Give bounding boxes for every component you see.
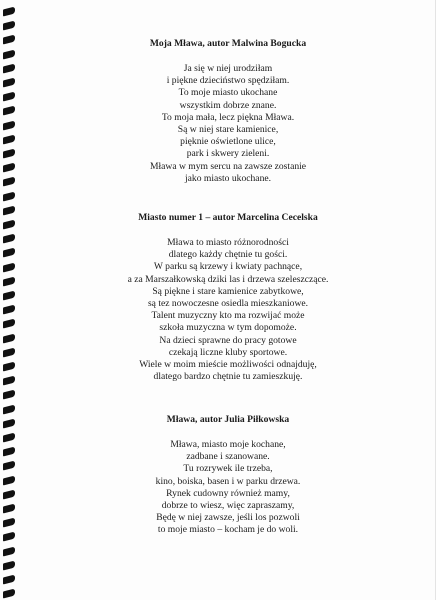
binding-ring — [3, 447, 15, 457]
poem-line: wszystkim dobrze znane. — [179, 99, 277, 111]
spiral-binding — [0, 0, 30, 600]
binding-ring — [3, 461, 15, 471]
poem-stanza — [40, 237, 416, 383]
binding-ring — [3, 333, 15, 343]
binding-ring — [3, 220, 15, 230]
binding-ring — [3, 504, 15, 514]
poem-2 — [40, 212, 416, 383]
binding-ring — [3, 262, 15, 272]
binding-ring — [3, 205, 15, 215]
binding-ring — [3, 234, 15, 244]
binding-ring — [3, 291, 15, 301]
poem-line: pięknie oświetlone ulice, — [180, 136, 276, 148]
binding-ring — [3, 7, 15, 17]
poem-line: a za Marszałkowską dziki las i drzewa szeleszczące. — [127, 273, 329, 285]
poem-line: To moje miasto ukochane — [178, 87, 278, 99]
binding-ring — [3, 347, 15, 357]
binding-ring — [3, 163, 15, 173]
binding-ring — [3, 78, 15, 88]
poem-1 — [40, 38, 416, 185]
binding-ring — [3, 21, 15, 31]
poem-line: Mława to miasto różnorodności — [167, 237, 289, 248]
poem-line: Rynek cudowny również mamy, — [166, 487, 290, 499]
poem-line: park i skwery zieleni. — [186, 148, 270, 160]
binding-ring — [3, 404, 15, 414]
binding-ring — [3, 120, 15, 130]
poem-line: i piękne dzieciństwo spędziłam. — [166, 75, 290, 87]
binding-ring — [3, 149, 15, 159]
binding-ring — [3, 390, 15, 400]
poem-line: Będę w niej zawsze, jeśli los pozwoli — [156, 512, 300, 524]
binding-ring — [3, 418, 15, 428]
binding-ring — [3, 319, 15, 329]
poem-line: są tez nowoczesne osiedla mieszkaniowe. — [147, 298, 309, 310]
poem-line: Na dzieci sprawne do pracy gotowe — [159, 334, 297, 346]
binding-ring — [3, 92, 15, 102]
poem-stanza — [40, 63, 416, 185]
binding-ring — [3, 49, 15, 59]
binding-ring — [3, 276, 15, 286]
poem-line: To moja mała, lecz piękna Mława. — [161, 111, 295, 123]
poem-line: Są piękne i stare kamienice zabytkowe, — [152, 285, 304, 297]
poem-line: Tu rozrywek ile trzeba, — [183, 463, 273, 475]
binding-ring — [3, 575, 15, 585]
poem-line: zadbane i szanowane. — [186, 451, 270, 463]
poem-line: to moje miasto – kocham je do woli. — [157, 524, 299, 536]
poem-line: Ja się w niej urodziłam — [183, 63, 273, 74]
binding-ring — [3, 191, 15, 201]
binding-ring — [3, 35, 15, 45]
poem-line: dlatego bardzo chętnie tu zamieszkuję. — [153, 371, 303, 383]
binding-ring — [3, 560, 15, 570]
poem-line: dobrze to wiesz, więc zapraszamy, — [161, 500, 295, 512]
binding-ring — [3, 305, 15, 315]
binding-ring — [3, 106, 15, 116]
binding-ring — [3, 63, 15, 73]
poem-line: Talent muzyczny kto ma rozwijać może — [151, 310, 305, 322]
poem-line: jako miasto ukochane. — [184, 172, 272, 184]
binding-ring — [3, 362, 15, 372]
binding-ring — [3, 376, 15, 386]
poem-line: Wiele w moim mieście możliwości odnajduję, — [139, 359, 317, 371]
poem-line: Są w niej stare kamienice, — [177, 124, 279, 136]
poem-3 — [40, 414, 416, 537]
poem-line: Mława, miasto moje kochane, — [170, 439, 286, 450]
binding-ring — [3, 177, 15, 187]
poem-line: szkoła muzyczna w tym dopomoże. — [159, 322, 297, 334]
poem-title: Moja Mława, autor Malwina Bogucka — [149, 38, 307, 49]
poem-line: W parku są krzewy i kwiaty pachnące, — [153, 261, 303, 273]
binding-ring — [3, 134, 15, 144]
poem-title: Miasto numer 1 – autor Marcelina Cecelska — [138, 212, 318, 223]
poem-title: Mława, autor Julia Piłkowska — [166, 414, 290, 425]
binding-ring — [3, 518, 15, 528]
poem-line: dlatego każdy chętnie tu gości. — [168, 249, 288, 261]
binding-ring — [3, 532, 15, 542]
binding-ring — [3, 489, 15, 499]
binding-ring — [3, 546, 15, 556]
poem-stanza — [40, 439, 416, 537]
binding-ring — [3, 433, 15, 443]
binding-ring — [3, 248, 15, 258]
poem-line: kino, boiska, basen i w parku drzewa. — [155, 475, 301, 487]
poem-line: Mława w mym sercu na zawsze zostanie — [149, 160, 307, 172]
binding-ring — [3, 475, 15, 485]
binding-ring — [3, 589, 15, 599]
poem-line: czekają liczne kluby sportowe. — [168, 346, 288, 358]
